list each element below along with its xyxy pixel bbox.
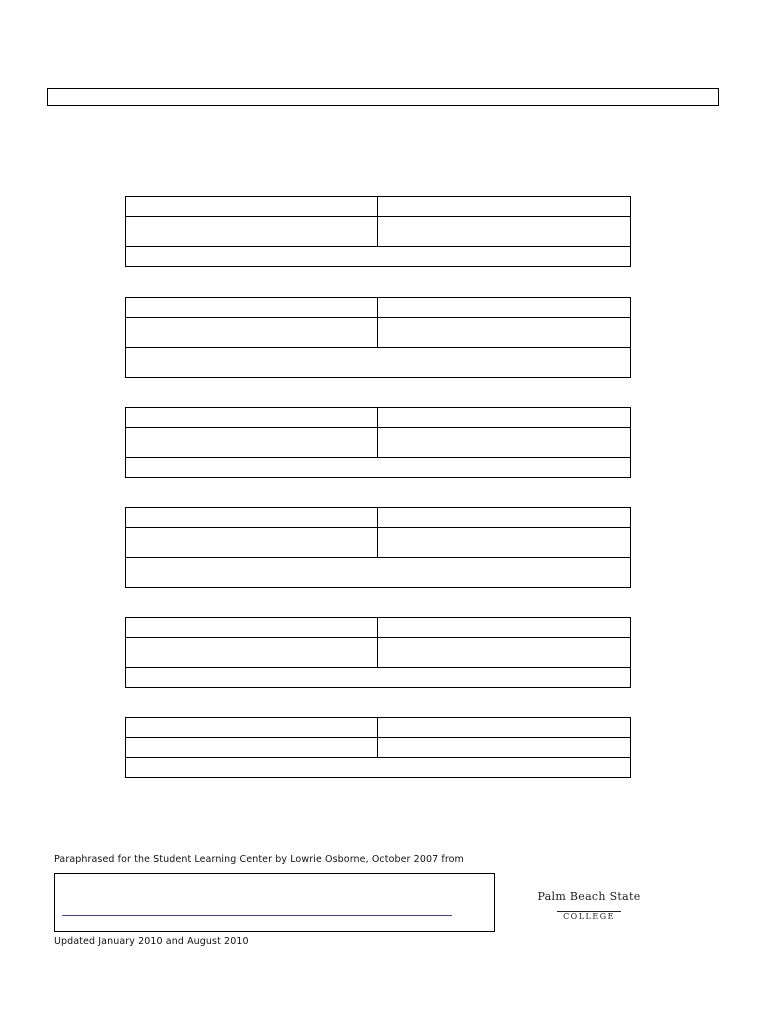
cell-4-3 (126, 528, 378, 558)
cell-1-2 (378, 197, 631, 217)
source-link[interactable] (62, 915, 452, 916)
cell-3-1 (126, 408, 378, 428)
cell-5-1 (126, 618, 378, 638)
cell-6-3 (126, 738, 378, 758)
form-table-2 (125, 297, 631, 378)
cell-4-5 (126, 558, 631, 588)
cell-2-5 (126, 348, 631, 378)
cell-3-2 (378, 408, 631, 428)
cell-5-5 (126, 668, 631, 688)
attribution-text: Paraphrased for the Student Learning Center by Lowrie Osborne, October 2007 from (54, 854, 464, 865)
cell-1-1 (126, 197, 378, 217)
source-box (54, 873, 495, 932)
cell-5-4 (378, 638, 631, 668)
cell-6-2 (378, 718, 631, 738)
form-table-3 (125, 407, 631, 478)
cell-1-3 (126, 217, 378, 247)
logo-name: Palm Beach State (537, 890, 641, 903)
cell-4-1 (126, 508, 378, 528)
cell-1-4 (378, 217, 631, 247)
cell-4-2 (378, 508, 631, 528)
form-table-4 (125, 507, 631, 588)
updated-text: Updated January 2010 and August 2010 (54, 936, 249, 947)
cell-6-4 (378, 738, 631, 758)
cell-6-5 (126, 758, 631, 778)
college-logo (536, 890, 642, 922)
cell-5-3 (126, 638, 378, 668)
form-table-1 (125, 196, 631, 267)
form-table-5 (125, 617, 631, 688)
cell-2-4 (378, 318, 631, 348)
cell-2-3 (126, 318, 378, 348)
title-box (47, 88, 719, 106)
cell-3-4 (378, 428, 631, 458)
cell-2-1 (126, 298, 378, 318)
cell-4-4 (378, 528, 631, 558)
cell-1-5 (126, 247, 631, 267)
cell-6-1 (126, 718, 378, 738)
cell-5-2 (378, 618, 631, 638)
cell-3-3 (126, 428, 378, 458)
logo-subtitle: COLLEGE (557, 911, 621, 922)
form-table-6 (125, 717, 631, 778)
cell-2-2 (378, 298, 631, 318)
cell-3-5 (126, 458, 631, 478)
